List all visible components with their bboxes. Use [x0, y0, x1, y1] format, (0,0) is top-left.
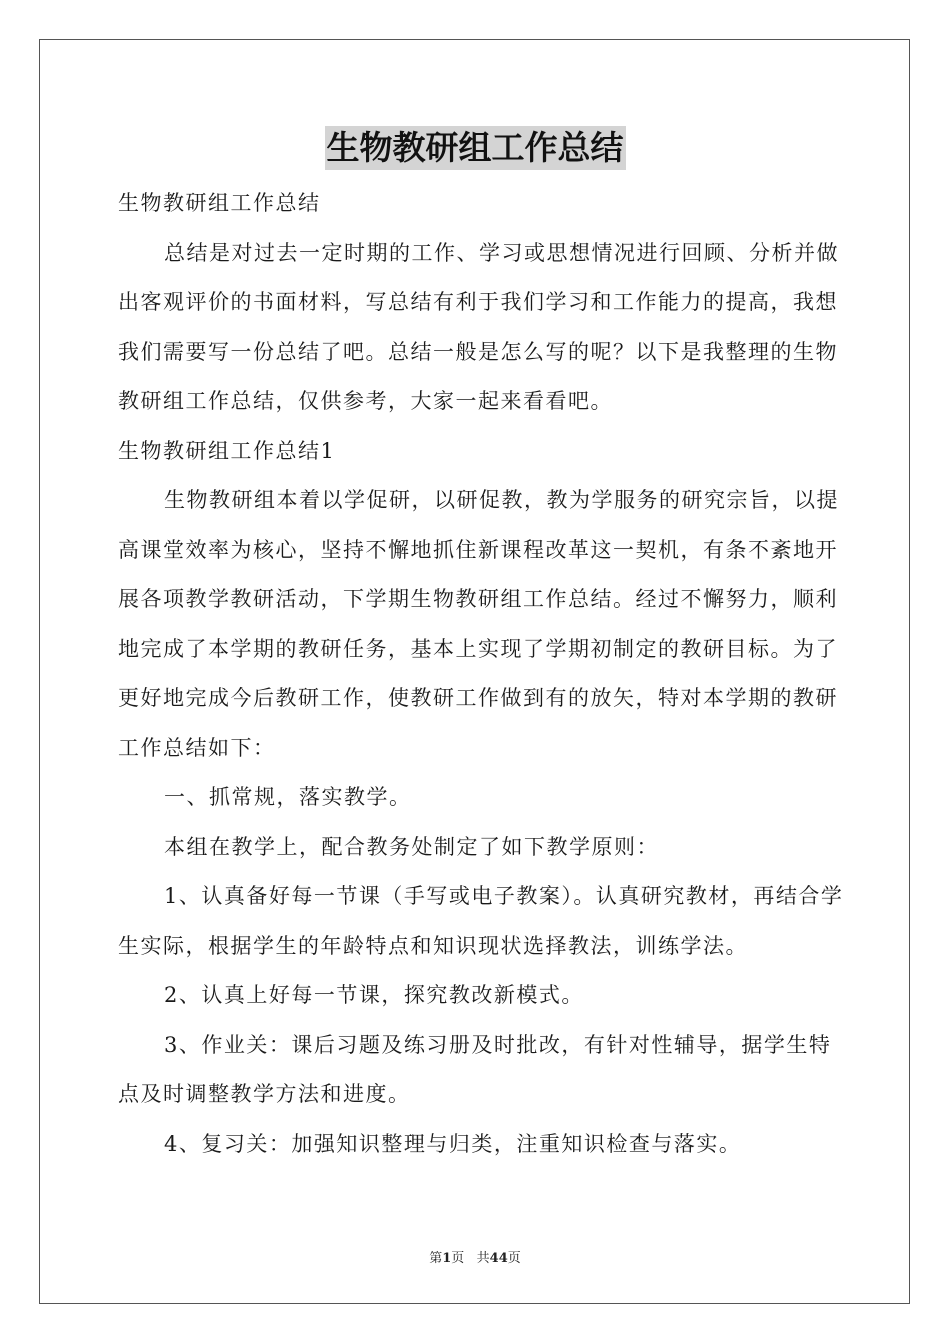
footer-total-pages: 44	[489, 1251, 508, 1266]
list-heading: 一、抓常规，落实教学。	[164, 785, 412, 809]
subtitle-line: 生物教研组工作总结	[118, 191, 321, 215]
intro-paragraph: 总结是对过去一定时期的工作、学习或思想情况进行回顾、分析并做出客观评价的书面材料，写总结有利于我们学习和工作能力的提高，我想我们需要写一份总结了吧。总结一般是怎么写的呢？以下是我整理的生物教研组工作总结，仅供参考，大家一起来看看吧。	[118, 240, 839, 413]
list-item: 1、认真备好每一节课（手写或电子教案）。认真研究教材，再结合学生实际，根据学生的年龄特点和知识现状选择教法，训练学法。	[118, 884, 844, 958]
footer-prefix: 第	[429, 1251, 443, 1266]
page-footer	[0, 1247, 950, 1266]
section-heading: 生物教研组工作总结1	[118, 438, 336, 463]
body-paragraph: 生物教研组本着以学促研，以研促教，教为学服务的研究宗旨，以提高课堂效率为核心，坚持不懈地抓住新课程改革这一契机，有条不紊地开展各项教学教研活动，下学期生物教研组工作总结。经过不懈努力，顺利地完成了本学期的教研任务，基本上实现了学期初制定的教研目标。为了更好地完成今后教研工作，使教研工作做到有的放矢，特对本学期的教研工作总结如下：	[118, 488, 839, 760]
footer-page-number: 1	[442, 1251, 452, 1266]
document-title: 生物教研组工作总结	[325, 126, 626, 170]
list-item: 3、作业关：课后习题及练习册及时批改，有针对性辅导，据学生特点及时调整教学方法和进度。	[118, 1032, 832, 1106]
footer-middle: 页 共	[451, 1251, 490, 1266]
title-container	[0, 126, 950, 170]
list-item: 2、认真上好每一节课，探究教改新模式。	[164, 983, 584, 1007]
list-item: 4、复习关：加强知识整理与归类，注重知识检查与落实。	[164, 1131, 742, 1156]
document-body	[118, 179, 848, 1169]
body-paragraph: 本组在教学上，配合教务处制定了如下教学原则：	[164, 834, 659, 859]
footer-suffix: 页	[507, 1251, 521, 1266]
